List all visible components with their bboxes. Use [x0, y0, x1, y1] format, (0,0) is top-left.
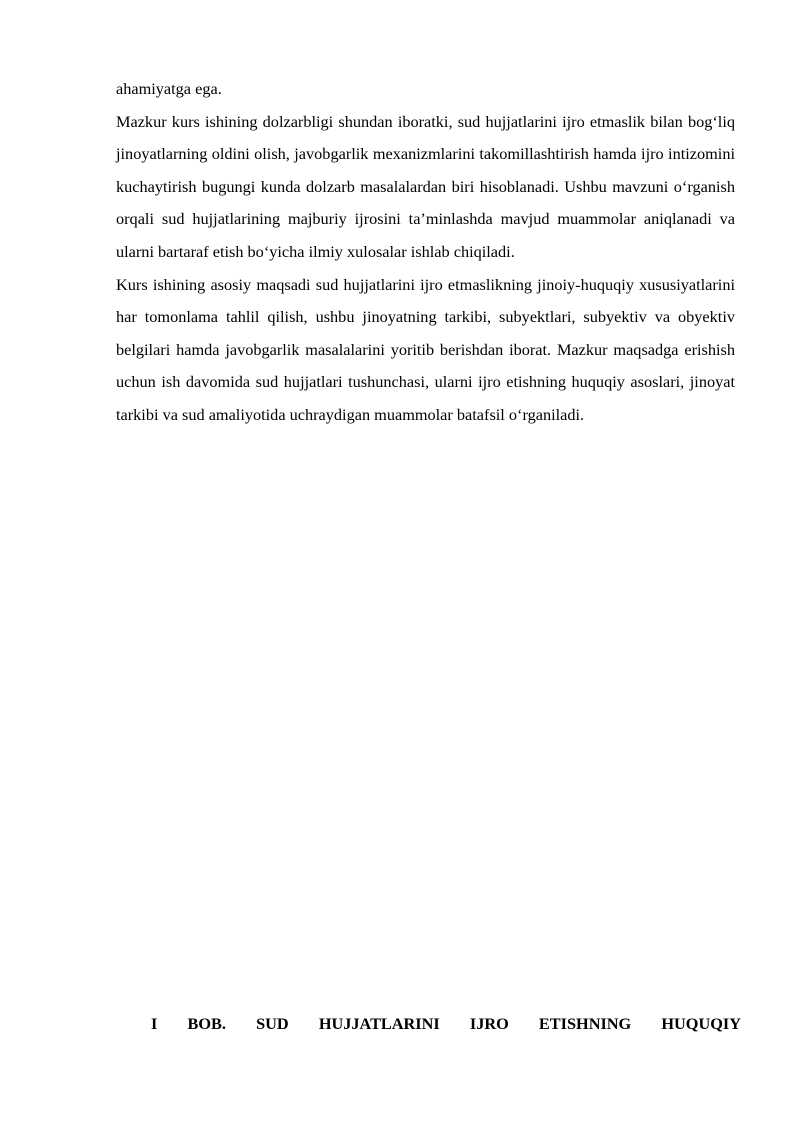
paragraph-relevance: Mazkur kurs ishining dolzarbligi shundan iboratki, sud hujjatlarini ijro etmaslik bilan bog‘liq jinoyatlarning oldini olish, javobgarlik mexanizmlarini takomillashtirish hamda ijro intizomini kuchaytirish bugungi kunda dolzarb masalalardan biri hisoblanadi. Ushbu mavzuni o‘rganish orqali sud hujjatlarining majburiy ijrosini ta’minlashda mavjud muammolar aniqlanadi va ularni bartaraf etish bo‘yicha ilmiy xulosalar ishlab chiqiladi.: [116, 111, 735, 261]
body-text: [116, 73, 735, 432]
heading-word: I: [151, 1014, 158, 1033]
heading-word: IJRO: [469, 1014, 509, 1033]
heading-word: BOB.: [187, 1014, 226, 1033]
heading-word: HUQUQIY: [661, 1014, 741, 1033]
paragraph-purpose: Kurs ishining asosiy maqsadi sud hujjatlarini ijro etmaslikning jinoiy-huquqiy xususiyatlarini har tomonlama tahlil qilish, ushbu jinoyatning tarkibi, subyektlari, subyektiv va obyektiv belgilari hamda javobgarlik masalalarini yoritib berishdan iborat. Mazkur maqsadga erishish uchun ish davomida sud hujjatlari tushunchasi, ularni ijro etishning huquqiy asoslari, jinoyat tarkibi va sud amaliyotida uchraydigan muammolar batafsil o‘rganiladi.: [116, 274, 735, 424]
paragraph-continuation: ahamiyatga ega.: [116, 79, 222, 98]
heading-word: ETISHNING: [538, 1014, 632, 1033]
heading-word: HUJJATLARINI: [318, 1014, 440, 1033]
chapter-heading: [151, 1008, 741, 1040]
heading-word: SUD: [256, 1014, 289, 1033]
